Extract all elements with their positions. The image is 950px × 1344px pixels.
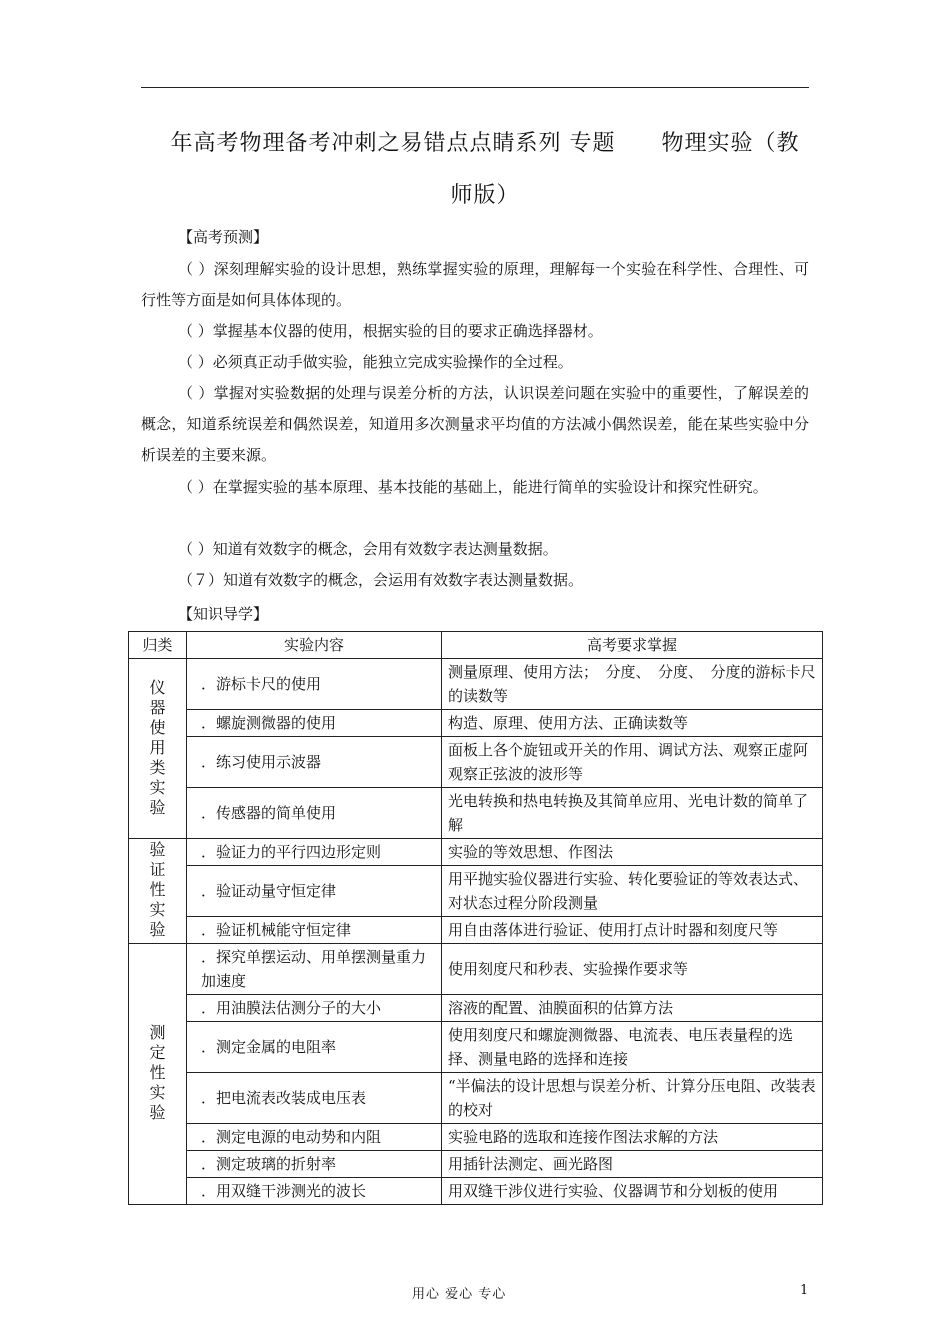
forecast-item-1: （ ）深刻理解实验的设计思想，熟练掌握实验的原理，理解每一个实验在科学性、合理性、可行性等方面是如何具体体现的。 bbox=[141, 260, 809, 309]
table-row bbox=[129, 944, 823, 995]
requirement-cell: 用双缝干涉仪进行实验、仪器调节和分划板的使用 bbox=[442, 1178, 823, 1205]
category-label: 仪器使用类实验 bbox=[149, 677, 166, 817]
table-row bbox=[129, 788, 823, 839]
page-number: 1 bbox=[800, 1283, 809, 1298]
experiment-cell: ．验证力的平行四边形定则 bbox=[187, 839, 442, 866]
header-requirement: 高考要求掌握 bbox=[442, 632, 823, 659]
header-rule bbox=[141, 87, 809, 88]
table-row bbox=[129, 839, 823, 866]
experiment-cell: ．游标卡尺的使用 bbox=[187, 659, 442, 710]
table-row bbox=[129, 995, 823, 1022]
experiment-cell: ．用油膜法估测分子的大小 bbox=[187, 995, 442, 1022]
requirement-cell: 实验电路的选取和连接作图法求解的方法 bbox=[442, 1124, 823, 1151]
forecast-item-6: （ ）知道有效数字的概念，会用有效数字表达测量数据。 bbox=[178, 540, 558, 558]
header-category: 归类 bbox=[129, 632, 187, 659]
table-row bbox=[129, 917, 823, 944]
experiment-cell: ．用双缝干涉测光的波长 bbox=[187, 1178, 442, 1205]
table-row bbox=[129, 1178, 823, 1205]
forecast-item-3: （ ）必须真正动手做实验，能独立完成实验操作的全过程。 bbox=[178, 353, 573, 371]
table-row bbox=[129, 866, 823, 917]
footer-slogan: 用心 爱心 专心 bbox=[412, 1287, 507, 1302]
table-header-row bbox=[129, 632, 823, 659]
document-title: 年高考物理备考冲刺之易错点点睛系列 专题 物理实验（教师版） bbox=[170, 131, 800, 208]
section-heading-forecast: 【高考预测】 bbox=[178, 228, 269, 246]
requirement-cell: 面板上各个旋钮或开关的作用、调试方法、观察正虚阿观察正弦波的波形等 bbox=[442, 737, 823, 788]
experiment-cell: ．螺旋测微器的使用 bbox=[187, 710, 442, 737]
section-heading-knowledge: 【知识导学】 bbox=[178, 605, 269, 623]
experiment-cell: ．测定玻璃的折射率 bbox=[187, 1151, 442, 1178]
requirement-cell: 用插针法测定、画光路图 bbox=[442, 1151, 823, 1178]
experiment-cell: ．验证机械能守恒定律 bbox=[187, 917, 442, 944]
table-row bbox=[129, 710, 823, 737]
requirement-cell: “半偏法的设计思想与误差分析、计算分压电阻、改装表的校对 bbox=[442, 1073, 823, 1124]
experiment-cell: ．探究单摆运动、用单摆测量重力加速度 bbox=[187, 944, 442, 995]
table-row bbox=[129, 659, 823, 710]
category-cell bbox=[129, 839, 187, 944]
category-label: 验证性实验 bbox=[149, 840, 166, 939]
forecast-item-4: （ ）掌握对实验数据的处理与误差分析的方法，认识误差问题在实验中的重要性，了解误差的概念，知道系统误差和偶然误差，知道用多次测量求平均值的方法减小偶然误差，能在某些实验中分析误差的主要来源。 bbox=[141, 384, 809, 464]
experiment-cell: ．测定电源的电动势和内阻 bbox=[187, 1124, 442, 1151]
experiment-cell: ．验证动量守恒定律 bbox=[187, 866, 442, 917]
requirement-cell: 使用刻度尺和秒表、实验操作要求等 bbox=[442, 944, 823, 995]
forecast-item-2: （ ）掌握基本仪器的使用，根据实验的目的要求正确选择器材。 bbox=[178, 322, 603, 340]
experiment-cell: ．练习使用示波器 bbox=[187, 737, 442, 788]
experiment-cell: ．测定金属的电阻率 bbox=[187, 1022, 442, 1073]
table-row bbox=[129, 1124, 823, 1151]
category-cell bbox=[129, 659, 187, 839]
requirement-cell: 实验的等效思想、作图法 bbox=[442, 839, 823, 866]
requirement-cell: 使用刻度尺和螺旋测微器、电流表、电压表量程的选择、测量电路的选择和连接 bbox=[442, 1022, 823, 1073]
experiment-cell: ．传感器的简单使用 bbox=[187, 788, 442, 839]
requirement-cell: 溶液的配置、油膜面积的估算方法 bbox=[442, 995, 823, 1022]
header-experiment: 实验内容 bbox=[187, 632, 442, 659]
category-label: 测定性实验 bbox=[149, 1023, 166, 1122]
requirement-cell: 光电转换和热电转换及其简单应用、光电计数的简单了解 bbox=[442, 788, 823, 839]
table-row bbox=[129, 737, 823, 788]
requirement-cell: 构造、原理、使用方法、正确读数等 bbox=[442, 710, 823, 737]
category-cell bbox=[129, 944, 187, 1205]
forecast-item-5: （ ）在掌握实验的基本原理、基本技能的基础上，能进行简单的实验设计和探究性研究。 bbox=[178, 478, 768, 496]
experiment-cell: ．把电流表改装成电压表 bbox=[187, 1073, 442, 1124]
forecast-item-7: （７）知道有效数字的概念，会运用有效数字表达测量数据。 bbox=[178, 571, 584, 589]
table-row bbox=[129, 1022, 823, 1073]
experiment-table bbox=[128, 631, 823, 1205]
table-row bbox=[129, 1073, 823, 1124]
requirement-cell: 用自由落体进行验证、使用打点计时器和刻度尺等 bbox=[442, 917, 823, 944]
requirement-cell: 测量原理、使用方法； 分度、 分度、 分度的游标卡尺的读数等 bbox=[442, 659, 823, 710]
requirement-cell: 用平抛实验仪器进行实验、转化要验证的等效表达式、对状态过程分阶段测量 bbox=[442, 866, 823, 917]
table-row bbox=[129, 1151, 823, 1178]
